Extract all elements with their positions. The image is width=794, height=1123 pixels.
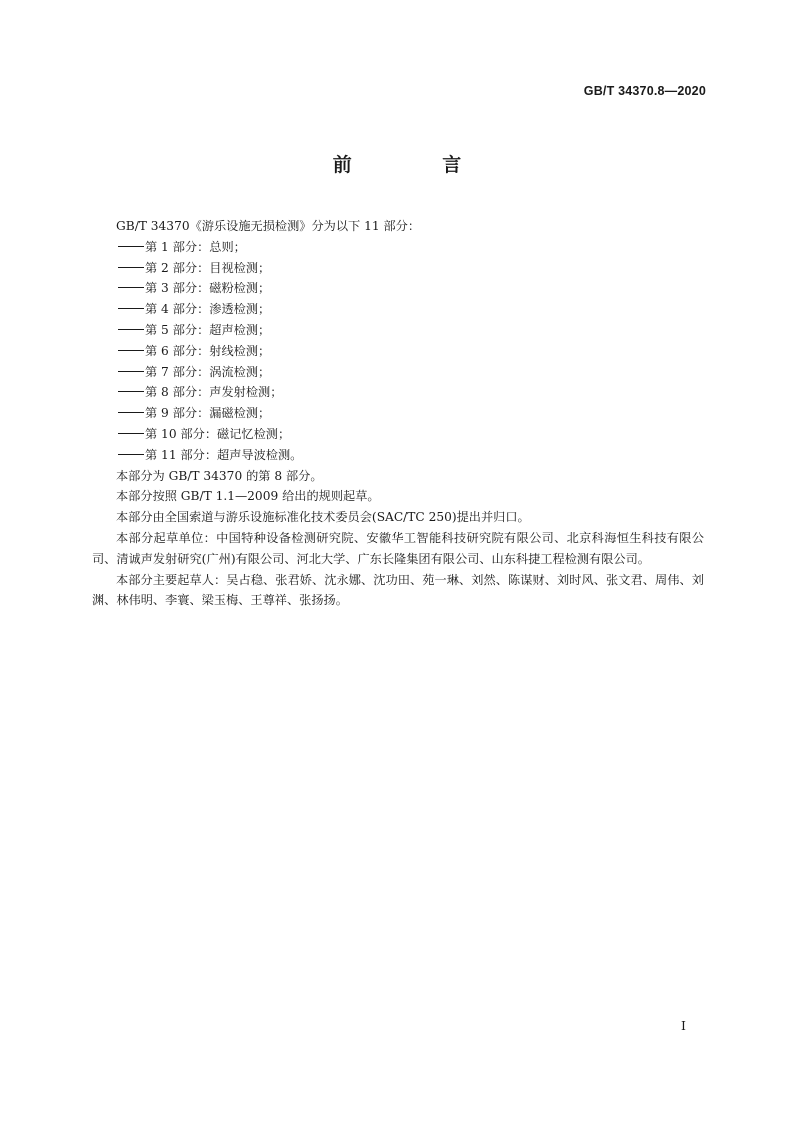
- list-item: 第 10 部分：磁记忆检测；: [92, 424, 704, 445]
- drafters-paragraph: 本部分主要起草人：吴占稳、张君娇、沈永娜、沈功田、苑一琳、刘然、陈谋财、刘时风、张文君、周伟、刘渊、林伟明、李寰、梁玉梅、王尊祥、张扬扬。: [92, 572, 704, 608]
- dash-mark: [118, 267, 144, 268]
- list-item: 第 11 部分：超声导波检测。: [92, 445, 704, 466]
- list-item: 第 3 部分：磁粉检测；: [92, 278, 704, 299]
- page-number: I: [681, 1018, 686, 1033]
- list-item: 第 2 部分：目视检测；: [92, 258, 704, 279]
- dash-mark: [118, 412, 144, 413]
- dash-mark: [118, 371, 144, 372]
- dash-mark: [118, 454, 144, 455]
- dash-mark: [118, 246, 144, 247]
- list-item: 第 6 部分：射线检测；: [92, 341, 704, 362]
- intro-paragraph: GB/T 34370《游乐设施无损检测》分为以下 11 部分：: [116, 219, 421, 233]
- page-title: 前 言: [332, 154, 504, 176]
- dash-mark: [118, 350, 144, 351]
- list-item: 第 1 部分：总则；: [92, 237, 704, 258]
- dash-mark: [118, 391, 144, 392]
- dash-mark: [118, 308, 144, 309]
- list-item: 第 5 部分：超声检测；: [92, 320, 704, 341]
- list-item: 第 9 部分：漏磁检测；: [92, 403, 704, 424]
- parts-list: [92, 237, 704, 466]
- proposer-paragraph: 本部分由全国索道与游乐设施标准化技术委员会(SAC/TC 250)提出并归口。: [116, 510, 530, 525]
- dash-mark: [118, 329, 144, 330]
- list-item: 第 4 部分：渗透检测；: [92, 299, 704, 320]
- list-item: 第 7 部分：涡流检测；: [92, 362, 704, 383]
- dash-mark: [118, 433, 144, 434]
- foreword-body: [92, 216, 704, 611]
- dash-mark: [118, 287, 144, 288]
- list-item: 第 8 部分：声发射检测；: [92, 382, 704, 403]
- part-number-paragraph: 本部分为 GB/T 34370 的第 8 部分。: [116, 468, 323, 483]
- drafting-units-paragraph: 本部分起草单位：中国特种设备检测研究院、安徽华工智能科技研究院有限公司、北京科海恒生科技有限公司、清诚声发射研究(广州)有限公司、河北大学、广东长隆集团有限公司、山东科捷工程检测有限公司。: [92, 530, 704, 566]
- standard-code: GB/T 34370.8—2020: [583, 84, 706, 98]
- drafting-rules-paragraph: 本部分按照 GB/T 1.1—2009 给出的规则起草。: [116, 489, 380, 504]
